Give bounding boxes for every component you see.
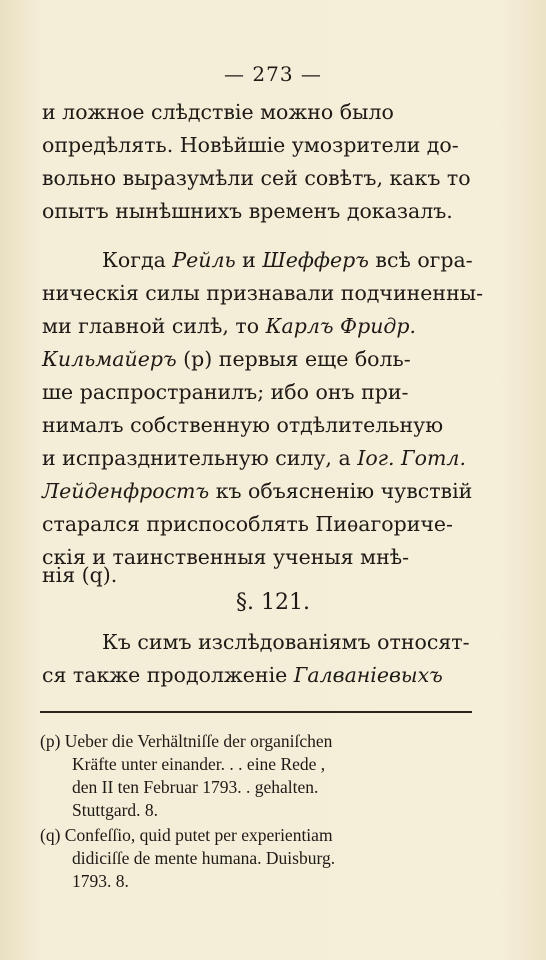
text-line: скія и таинственныя ученыя мнѣ- bbox=[42, 545, 410, 569]
text-line: вольно выразумѣли сей совѣтъ, какъ то bbox=[42, 166, 471, 190]
text-line: опредѣлять. Новѣйшіе умозрители до- bbox=[42, 133, 459, 157]
text-line: Лейденфростъ къ объясненію чувствій bbox=[42, 479, 473, 503]
text-line: Кильмайеръ (р) первыя еще боль- bbox=[42, 347, 411, 371]
footnote-p-line: Kräfte unter einander. . . eine Rede , bbox=[72, 754, 326, 774]
text-line: Къ симъ изслѣдованіямъ относят- bbox=[102, 630, 470, 654]
text-line: ше распространилъ; ибо онъ при- bbox=[42, 380, 409, 404]
text-line: ническія силы признавали подчиненны- bbox=[42, 281, 484, 305]
text-line: ся также продолженіе Галваніевыхъ bbox=[42, 663, 443, 687]
text-line: Когда Рейль и Шефферъ всѣ огра- bbox=[102, 248, 473, 272]
text-line: нималъ собственную отдѣлительную bbox=[42, 413, 444, 437]
text-line: ми главной силѣ, то Карлъ Фридр. bbox=[42, 314, 417, 338]
footnote-divider bbox=[40, 711, 472, 713]
footnote-q-line: (q) Confeſſio, quid putet per experientiam bbox=[40, 825, 333, 845]
footnote-p-line: den II ten Februar 1793. . gehalten. bbox=[72, 777, 319, 797]
text-line: опытъ нынѣшнихъ временъ доказалъ. bbox=[42, 199, 453, 223]
footnote-q-line: didiciſſe de mente humana. Duisburg. bbox=[72, 848, 336, 868]
footnote-q-line: 1793. 8. bbox=[72, 871, 129, 891]
section-title: §. 121. bbox=[236, 590, 310, 615]
page-number-header: — 273 — bbox=[224, 62, 322, 86]
footnote-p-line: Stuttgard. 8. bbox=[72, 800, 159, 820]
text-line: старался приспособлять Пиѳагориче- bbox=[42, 512, 453, 536]
text-line-last: нія (q). bbox=[42, 563, 118, 587]
text-line: и испразднительную силу, а Іог. Готл. bbox=[42, 446, 466, 470]
footnote-p-line: (р) Ueber die Verhältniſſe der organiſchen bbox=[40, 731, 333, 751]
text-line: и ложное слѣдствіе можно было bbox=[42, 100, 394, 124]
